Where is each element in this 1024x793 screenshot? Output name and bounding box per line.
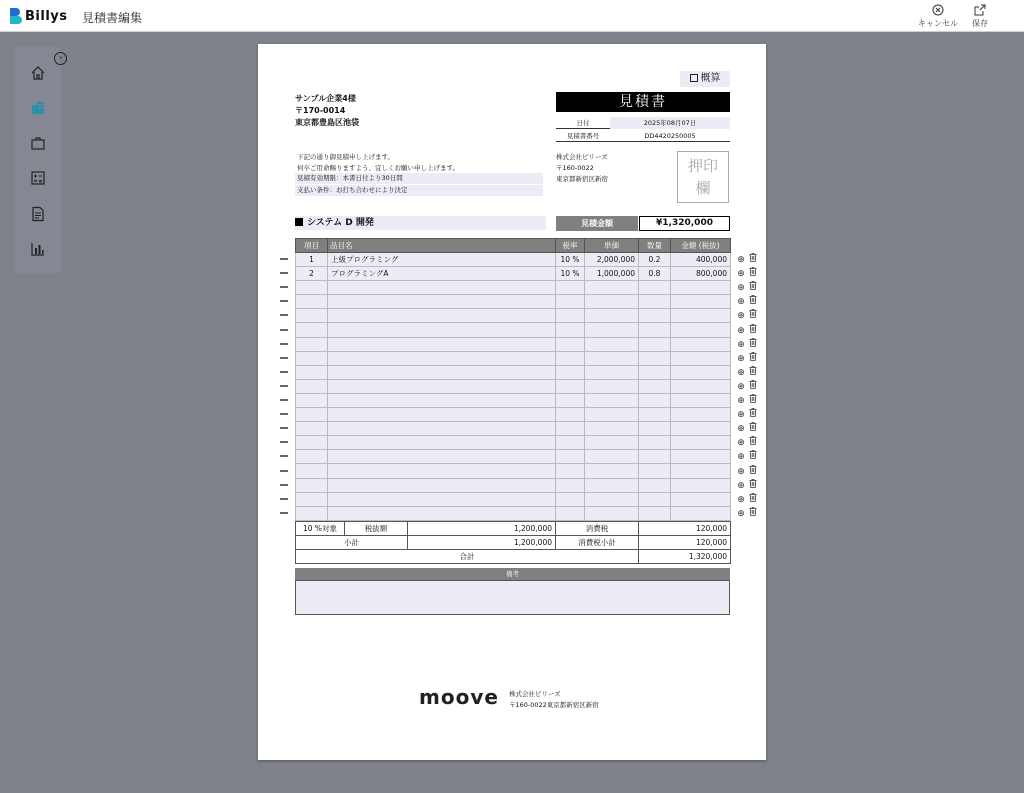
table-row[interactable] [296,379,731,393]
drag-handle-icon[interactable] [280,427,288,429]
cell-qty[interactable] [639,506,671,520]
number-row[interactable] [556,130,730,142]
bar-chart-icon[interactable] [30,241,46,257]
trash-icon[interactable] [747,366,759,379]
tax-value: 120,000 [639,522,731,536]
cell-unit[interactable] [585,379,639,393]
table-row[interactable] [296,267,731,281]
trash-icon[interactable] [747,309,759,322]
cell-qty[interactable]: 0.8 [639,267,671,281]
tax-label: 消費税 [556,522,639,536]
row-controls [735,493,761,505]
cell-qty[interactable] [639,464,671,478]
total-amount-value: ¥1,320,000 [639,216,730,231]
cell-rate[interactable] [556,351,585,365]
cell-unit[interactable] [585,365,639,379]
cell-unit[interactable] [585,351,639,365]
cell-amount[interactable] [671,365,731,379]
drag-handle-icon[interactable] [280,300,288,302]
cell-no[interactable] [296,422,328,436]
cell-name[interactable]: プログラミングA [328,267,556,281]
payment-field[interactable]: 支払い条件：お打ち合わせにより決定 [295,185,543,196]
col-unit: 単価 [585,239,639,253]
add-row-icon[interactable]: ⊕ [737,325,745,336]
table-row[interactable] [296,309,731,323]
drag-handle-icon[interactable] [280,455,288,457]
cell-amount[interactable] [671,506,731,520]
cell-no[interactable] [296,506,328,520]
cell-name[interactable] [328,351,556,365]
add-row-icon[interactable]: ⊕ [737,410,745,421]
date-row[interactable] [556,117,730,129]
drag-handle-icon[interactable] [280,258,288,260]
trash-icon[interactable] [747,408,759,421]
drag-handle-icon[interactable] [280,498,288,500]
cell-rate[interactable] [556,337,585,351]
trash-icon[interactable] [747,380,759,393]
logo-mark-icon [10,8,22,24]
tax-subtotal-label: 消費税小計 [556,536,639,550]
row-controls [735,267,761,279]
cell-name[interactable] [328,506,556,520]
table-row[interactable] [296,295,731,309]
cell-rate[interactable] [556,379,585,393]
customer-name: サンプル企業4様 [295,94,356,103]
row-controls [735,507,761,519]
add-row-icon[interactable]: ⊕ [737,480,745,491]
drag-handle-icon[interactable] [280,329,288,331]
summary-table [295,521,731,564]
grand-total-value: 1,320,000 [639,550,731,564]
footer-address: 〒160-0022東京都新宿区新宿 [509,701,599,709]
cell-qty[interactable] [639,379,671,393]
trash-icon[interactable] [747,436,759,449]
greeting-line-1: 下記の通り御見積申し上げます。 [297,153,394,161]
drag-handle-icon[interactable] [280,357,288,359]
cell-amount[interactable] [671,478,731,492]
summary-row-tax [296,522,731,536]
cell-no[interactable] [296,281,328,295]
cell-rate[interactable] [556,408,585,422]
cell-qty[interactable] [639,337,671,351]
footer-logo: moove [419,685,499,709]
cell-qty[interactable] [639,309,671,323]
cell-unit[interactable] [585,450,639,464]
greeting-line-2: 何卒ご用命賜りますよう、宜しくお願い申し上げます。 [297,164,459,172]
cell-no[interactable] [296,379,328,393]
row-controls [735,465,761,477]
trash-icon[interactable] [747,507,759,520]
remarks-header: 備考 [295,568,730,580]
cell-no[interactable] [296,351,328,365]
cell-qty[interactable] [639,436,671,450]
cell-unit[interactable]: 1,000,000 [585,267,639,281]
col-qty: 数量 [639,239,671,253]
cell-rate[interactable] [556,436,585,450]
cell-unit[interactable] [585,436,639,450]
row-controls [735,281,761,293]
cell-no[interactable] [296,464,328,478]
cell-unit[interactable] [585,422,639,436]
cell-amount[interactable] [671,450,731,464]
table-row[interactable] [296,351,731,365]
cell-qty[interactable] [639,323,671,337]
document-title: 見積書 [556,92,730,112]
cell-name[interactable]: 上級プログラミング [328,253,556,267]
issuer-name: 株式会社ビリーズ [556,153,608,161]
drag-handle-icon[interactable] [280,314,288,316]
row-controls [735,436,761,448]
cell-no[interactable] [296,309,328,323]
cell-rate[interactable] [556,365,585,379]
cell-name[interactable] [328,295,556,309]
cell-qty[interactable] [639,478,671,492]
save-export-icon [958,4,1002,19]
number-value: DD4420250005 [644,132,696,140]
cell-rate[interactable] [556,281,585,295]
cell-no[interactable]: 1 [296,253,328,267]
add-row-icon[interactable]: ⊕ [737,283,745,294]
drag-handle-icon[interactable] [280,385,288,387]
row-controls [735,309,761,321]
trash-icon[interactable] [747,493,759,506]
gaisan-checkbox[interactable] [680,71,730,87]
app-logo[interactable] [10,7,68,25]
grand-total-label: 合計 [296,550,639,564]
cell-name[interactable] [328,436,556,450]
tax-subtotal-value: 120,000 [639,536,731,550]
cell-rate[interactable] [556,309,585,323]
cell-name[interactable] [328,408,556,422]
number-label: 見積書番号 [566,132,600,140]
table-row[interactable] [296,253,731,267]
trash-icon[interactable] [747,352,759,365]
ex-tax-value: 1,200,000 [408,522,556,536]
trash-icon[interactable] [747,465,759,478]
cell-name[interactable] [328,422,556,436]
summary-row-subtotal [296,536,731,550]
square-bullet-icon [295,218,303,226]
table-row[interactable] [296,323,731,337]
save-button[interactable] [958,4,1002,30]
issuer-postal: 〒160-0022 [556,164,594,172]
cell-name[interactable] [328,309,556,323]
cell-unit[interactable] [585,464,639,478]
cell-rate[interactable] [556,323,585,337]
row-controls [735,253,761,265]
cell-amount[interactable]: 400,000 [671,253,731,267]
cell-unit[interactable] [585,478,639,492]
close-circle-icon [916,4,960,19]
row-controls [735,366,761,378]
cell-rate[interactable] [556,478,585,492]
document-icon[interactable] [30,206,46,222]
ex-tax-label: 税抜額 [345,522,408,536]
cell-name[interactable] [328,365,556,379]
cell-no[interactable] [296,323,328,337]
cell-qty[interactable] [639,450,671,464]
col-no: 項目 [296,239,328,253]
cell-amount[interactable] [671,422,731,436]
cell-unit[interactable] [585,295,639,309]
calculator-icon[interactable] [30,170,46,186]
cell-unit[interactable] [585,337,639,351]
add-row-icon[interactable]: ⊕ [737,466,745,477]
drag-handle-icon[interactable] [280,441,288,443]
table-row[interactable] [296,393,731,407]
checkbox-icon [690,74,698,82]
table-row[interactable] [296,408,731,422]
trash-icon[interactable] [747,338,759,351]
trash-icon[interactable] [747,422,759,435]
customer-postal: 〒170-0014 [295,106,346,115]
row-controls [735,422,761,434]
cell-amount[interactable] [671,408,731,422]
col-rate: 税率 [556,239,585,253]
date-value: 2025年08月07日 [610,117,730,129]
table-row[interactable] [296,478,731,492]
cell-name[interactable] [328,281,556,295]
cell-unit[interactable] [585,309,639,323]
cancel-label: キャンセル [918,19,958,28]
stamp-line-2: 欄 [695,179,711,197]
cell-qty[interactable] [639,492,671,506]
validity-field[interactable]: 見積有効期限：本書日付より30日間 [295,173,543,184]
page-title: 見積書編集 [82,11,143,25]
cell-amount[interactable] [671,379,731,393]
cell-qty[interactable] [639,281,671,295]
cell-unit[interactable] [585,408,639,422]
trash-icon[interactable] [747,295,759,308]
date-label: 日付 [576,119,590,127]
cell-no[interactable] [296,393,328,407]
cell-no[interactable] [296,365,328,379]
cell-amount[interactable] [671,351,731,365]
drag-handle-icon[interactable] [280,399,288,401]
stamp-line-1: 押印 [687,157,718,175]
trash-icon[interactable] [747,394,759,407]
cell-no[interactable] [296,408,328,422]
trash-icon[interactable] [747,479,759,492]
summary-row-total [296,550,731,564]
cell-qty[interactable] [639,408,671,422]
remarks-field[interactable] [295,580,730,615]
cell-no[interactable] [296,492,328,506]
cell-qty[interactable] [639,351,671,365]
drag-handle-icon[interactable] [280,413,288,415]
cell-rate[interactable] [556,464,585,478]
cell-qty[interactable]: 0.2 [639,253,671,267]
add-row-icon[interactable]: ⊕ [737,452,745,463]
footer-company: 株式会社ビリーズ [509,690,561,698]
col-name: 品目名 [328,239,556,253]
add-row-icon[interactable]: ⊕ [737,269,745,280]
drag-handle-icon[interactable] [280,512,288,514]
cell-amount[interactable] [671,337,731,351]
drag-handle-icon[interactable] [280,484,288,486]
cell-no[interactable] [296,478,328,492]
table-row[interactable] [296,492,731,506]
stamp-box [677,151,729,203]
add-row-icon[interactable]: ⊕ [737,438,745,449]
greeting [297,152,459,174]
trash-icon[interactable] [747,253,759,266]
cell-amount[interactable] [671,281,731,295]
sidebar-expand-icon[interactable]: › [54,52,67,65]
table-row[interactable] [296,365,731,379]
cell-unit[interactable] [585,281,639,295]
cell-qty[interactable] [639,295,671,309]
table-row[interactable] [296,422,731,436]
add-row-icon[interactable]: ⊕ [737,381,745,392]
row-controls [735,295,761,307]
cell-amount[interactable] [671,309,731,323]
cell-unit[interactable] [585,506,639,520]
briefcase-icon[interactable] [30,135,46,151]
row-controls [735,479,761,491]
table-row[interactable] [296,281,731,295]
add-row-icon[interactable]: ⊕ [737,494,745,505]
row-controls [735,450,761,462]
trash-icon[interactable] [747,450,759,463]
cell-unit[interactable] [585,323,639,337]
cell-name[interactable] [328,450,556,464]
cell-rate[interactable] [556,393,585,407]
items-table [295,238,731,521]
items-header-row [296,239,731,253]
cell-no[interactable] [296,436,328,450]
cell-qty[interactable] [639,422,671,436]
cell-amount[interactable] [671,295,731,309]
table-row[interactable] [296,436,731,450]
drag-handle-icon[interactable] [280,470,288,472]
cell-unit[interactable] [585,393,639,407]
drag-handle-icon[interactable] [280,272,288,274]
footer-address-block [509,689,599,711]
row-controls [735,408,761,420]
cell-unit[interactable]: 2,000,000 [585,253,639,267]
add-row-icon[interactable]: ⊕ [737,367,745,378]
customer-block[interactable] [295,93,359,129]
total-amount-label: 見積金額 [556,216,638,231]
subject-field[interactable] [295,216,546,230]
gaisan-label: 概算 [700,73,721,84]
tax-target: 10 %対象 [296,522,345,536]
app-name: Billys [25,8,68,24]
top-bar [0,0,1024,32]
add-row-icon[interactable]: ⊕ [737,311,745,322]
subject-text: システム D 開発 [307,218,374,228]
cell-rate[interactable] [556,295,585,309]
cell-unit[interactable] [585,492,639,506]
save-label: 保存 [972,19,988,28]
cell-name[interactable] [328,478,556,492]
cell-amount[interactable]: 800,000 [671,267,731,281]
subtotal-label: 小計 [296,536,408,550]
cell-rate[interactable] [556,506,585,520]
drag-handle-icon[interactable] [280,371,288,373]
subtotal-value: 1,200,000 [408,536,556,550]
trash-icon[interactable] [747,324,759,337]
add-row-icon[interactable]: ⊕ [737,297,745,308]
row-controls [735,352,761,364]
cell-amount[interactable] [671,492,731,506]
cell-no[interactable] [296,450,328,464]
cell-rate[interactable]: 10 % [556,253,585,267]
cell-name[interactable] [328,379,556,393]
cell-rate[interactable] [556,492,585,506]
col-amount: 金額 (税抜) [671,239,731,253]
cell-name[interactable] [328,393,556,407]
cell-name[interactable] [328,492,556,506]
cell-amount[interactable] [671,393,731,407]
cell-name[interactable] [328,337,556,351]
add-row-icon[interactable]: ⊕ [737,508,745,519]
drag-handle-icon[interactable] [280,286,288,288]
row-controls [735,324,761,336]
cell-amount[interactable] [671,436,731,450]
cell-name[interactable] [328,464,556,478]
cell-rate[interactable] [556,450,585,464]
cell-amount[interactable] [671,323,731,337]
issuer-block [556,152,608,185]
cell-rate[interactable]: 10 % [556,267,585,281]
row-controls [735,394,761,406]
trash-icon[interactable] [747,267,759,280]
cell-no[interactable] [296,295,328,309]
add-row-icon[interactable]: ⊕ [737,424,745,435]
cell-amount[interactable] [671,464,731,478]
building-icon[interactable] [30,100,46,116]
add-row-icon[interactable]: ⊕ [737,255,745,265]
drag-handle-icon[interactable] [280,343,288,345]
customer-address: 東京都豊島区池袋 [295,118,359,127]
table-row[interactable] [296,464,731,478]
add-row-icon[interactable]: ⊕ [737,339,745,350]
row-controls [735,338,761,350]
home-icon[interactable] [30,65,46,81]
estimate-document [258,44,766,760]
table-row[interactable] [296,337,731,351]
cell-qty[interactable] [639,393,671,407]
issuer-address: 東京都新宿区新宿 [556,175,608,183]
cell-no[interactable]: 2 [296,267,328,281]
add-row-icon[interactable]: ⊕ [737,396,745,406]
cell-rate[interactable] [556,422,585,436]
cancel-button[interactable] [916,4,960,30]
cell-qty[interactable] [639,365,671,379]
cell-name[interactable] [328,323,556,337]
trash-icon[interactable] [747,281,759,294]
add-row-icon[interactable]: ⊕ [737,353,745,364]
table-row[interactable] [296,450,731,464]
table-row[interactable] [296,506,731,520]
cell-no[interactable] [296,337,328,351]
row-controls [735,380,761,392]
